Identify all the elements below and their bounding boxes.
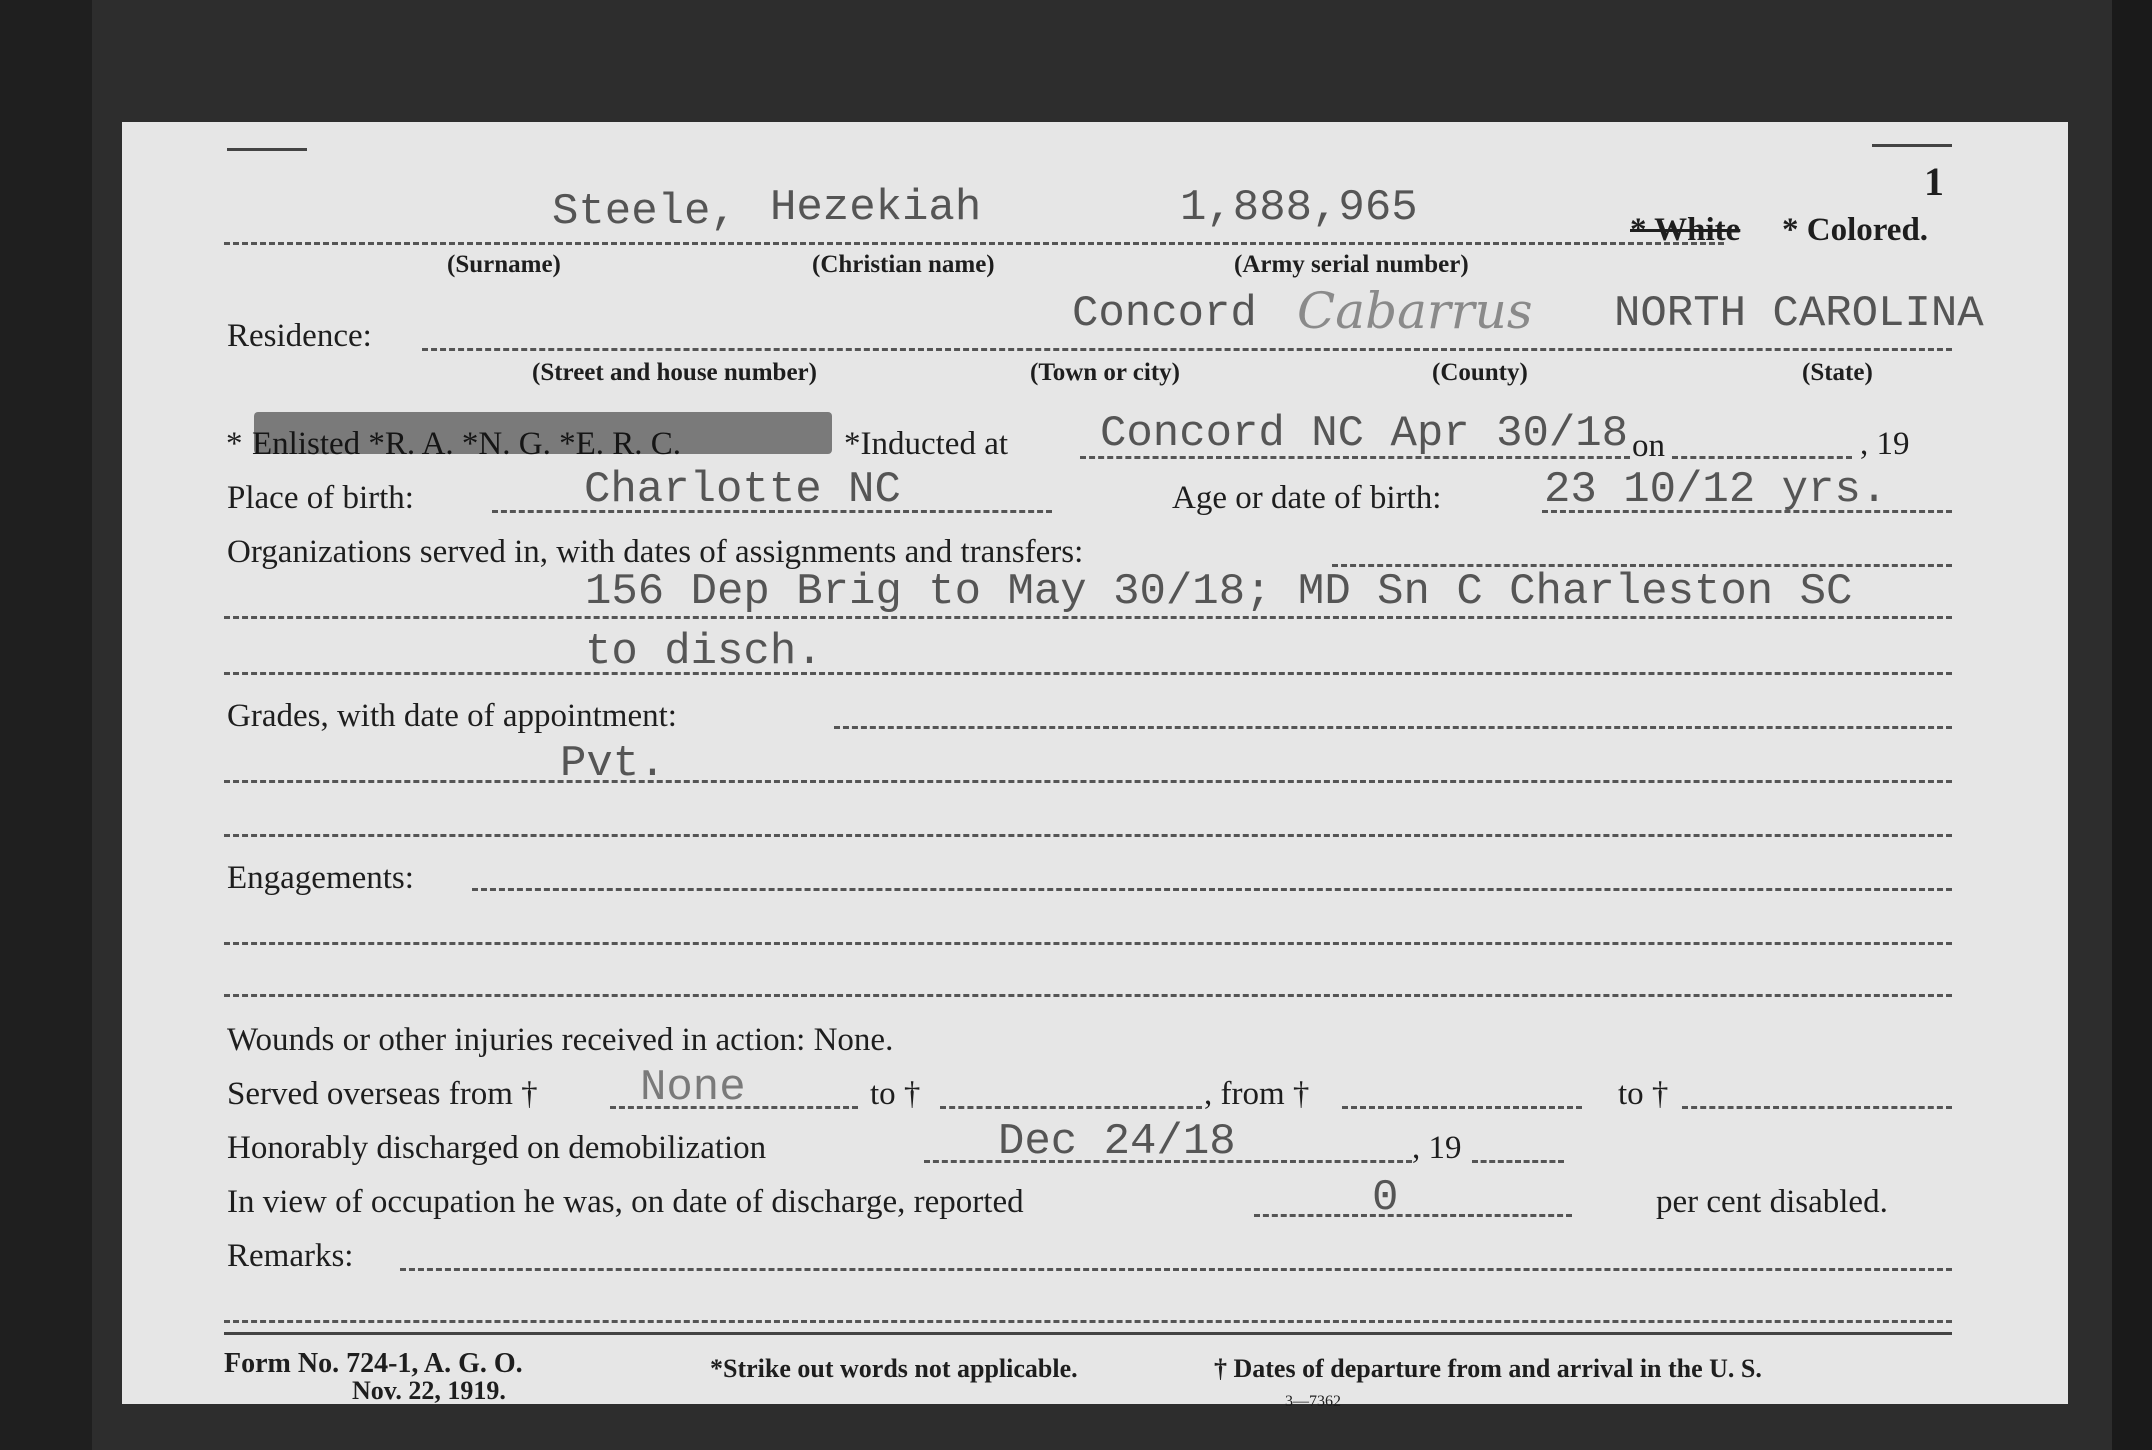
surname-value: Steele, (552, 187, 737, 237)
remarks-line-0 (400, 1268, 1952, 1271)
age-line (1542, 510, 1952, 513)
overseas-to2-line (1682, 1106, 1952, 1109)
caption-state: (State) (1802, 359, 1873, 386)
race-white-option: * White (1630, 212, 1741, 248)
inducted-line (1080, 456, 1630, 459)
organizations-label: Organizations served in, with dates of assignments and transfers: (227, 534, 1084, 570)
organizations-line-2 (224, 672, 1952, 675)
enlisted-asterisk: * (226, 426, 243, 462)
birth-place-line (492, 510, 1052, 513)
form-date: Nov. 22, 1919. (352, 1376, 506, 1405)
overseas-to2-label: to † (1618, 1076, 1669, 1112)
footnote-dates: † Dates of departure from and arrival in the U. S. (1214, 1354, 1762, 1383)
top-left-rule (227, 148, 307, 151)
name-line (224, 242, 1724, 245)
caption-christian-name: (Christian name) (812, 251, 995, 278)
residence-label: Residence: (227, 318, 372, 354)
wounds-label: Wounds or other injuries received in action: None. (227, 1022, 894, 1058)
scan-border-right (2112, 0, 2152, 1450)
discharge-line (924, 1160, 1412, 1163)
organizations-value-line2: to disch. (585, 627, 823, 677)
enlisted-options: Enlisted *R. A. *N. G. *E. R. C. (252, 426, 682, 462)
caption-county: (County) (1432, 359, 1528, 386)
race-colored-option: * Colored. (1782, 212, 1929, 248)
footnote-strike-out: *Strike out words not applicable. (710, 1354, 1078, 1383)
overseas-value: None (640, 1063, 746, 1113)
caption-serial-number: (Army serial number) (1234, 251, 1469, 278)
page-number: 1 (1924, 159, 1944, 204)
remarks-line-1 (224, 1320, 1952, 1323)
remarks-label: Remarks: (227, 1238, 354, 1274)
disabled-value: 0 (1372, 1173, 1399, 1223)
christian-name-value: Hezekiah (770, 183, 982, 233)
grades-label: Grades, with date of appointment: (227, 698, 677, 734)
overseas-to-label: to † (870, 1076, 921, 1112)
town-value: Concord (1072, 289, 1257, 339)
discharge-year-line (1472, 1160, 1564, 1163)
caption-town: (Town or city) (1030, 359, 1180, 386)
bottom-rule (224, 1332, 1952, 1335)
overseas-from2-line (1342, 1106, 1582, 1109)
birth-place-value: Charlotte NC (584, 465, 901, 515)
overseas-from-line (610, 1106, 858, 1109)
engagements-line-0 (472, 888, 1952, 891)
occupation-label: In view of occupation he was, on date of discharge, reported (227, 1184, 1024, 1220)
residence-line (422, 348, 1952, 351)
disabled-suffix: per cent disabled. (1656, 1184, 1888, 1220)
inducted-date-line (1672, 456, 1852, 459)
discharge-label: Honorably discharged on demobilization (227, 1130, 767, 1166)
grades-line-1 (224, 780, 1952, 783)
age-value: 23 10/12 yrs. (1544, 465, 1888, 515)
discharge-value: Dec 24/18 (998, 1117, 1236, 1167)
grades-value: Pvt. (560, 739, 666, 789)
age-label: Age or date of birth: (1172, 480, 1442, 516)
inducted-year-label: , 19 (1860, 426, 1910, 462)
organizations-value-line1: 156 Dep Brig to May 30/18; MD Sn C Charleston SC (585, 567, 1853, 617)
inducted-value: Concord NC Apr 30/18 (1100, 409, 1629, 459)
caption-street: (Street and house number) (532, 359, 817, 386)
engagements-line-2 (224, 994, 1952, 997)
grades-line-2 (224, 834, 1952, 837)
overseas-to-line (940, 1106, 1202, 1109)
grades-line-0 (834, 726, 1952, 729)
top-right-rule (1872, 144, 1952, 147)
overseas-from-label: Served overseas from † (227, 1076, 538, 1112)
county-value: Cabarrus (1297, 282, 1533, 340)
inducted-on-label: on (1632, 428, 1665, 464)
disabled-line (1254, 1214, 1572, 1217)
engagements-label: Engagements: (227, 860, 414, 896)
state-value: NORTH CAROLINA (1614, 289, 1984, 339)
serial-number-value: 1,888,965 (1180, 183, 1418, 233)
engagements-line-1 (224, 942, 1952, 945)
print-code: 3—7362 (1285, 1393, 1341, 1410)
inducted-label: *Inducted at (844, 426, 1009, 462)
caption-surname: (Surname) (447, 251, 561, 278)
discharge-year-label: , 19 (1412, 1130, 1462, 1166)
form-number: Form No. 724-1, A. G. O. (224, 1348, 523, 1379)
birth-place-label: Place of birth: (227, 480, 414, 516)
service-record-card (122, 122, 2068, 1410)
scan-border-left (0, 0, 92, 1450)
organizations-line-1 (224, 616, 1952, 619)
overseas-from2-label: , from † (1204, 1076, 1310, 1112)
